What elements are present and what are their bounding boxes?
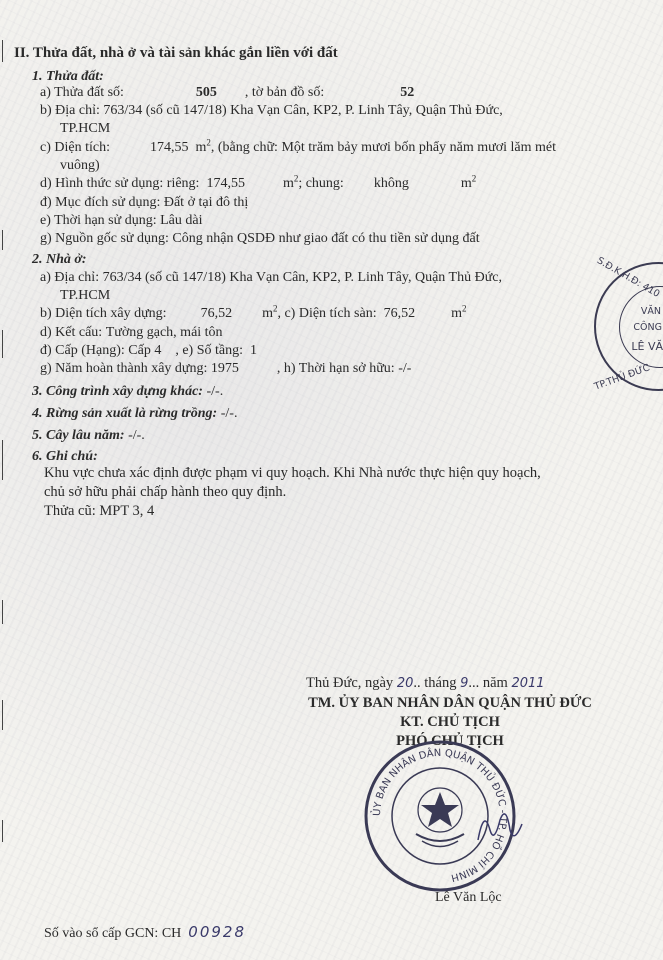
origin-row [40, 231, 480, 247]
register-row [44, 924, 246, 942]
margin-mark [2, 600, 3, 624]
house-address-label: a) Địa chỉ: [40, 270, 100, 285]
floors-value: 1 [249, 343, 257, 358]
grade-row [40, 343, 257, 359]
parcel-label: a) Thửa đất số: [40, 85, 124, 100]
structure-label: d) Kết cấu: [40, 325, 103, 340]
map-label: , tờ bản đồ số: [244, 85, 325, 100]
date-year: 2011 [511, 676, 545, 691]
role-line-2: PHÓ CHỦ TỊCH [396, 733, 504, 749]
ownership-term-value: -/- [398, 361, 412, 376]
other-works-title: 3. Công trình xây dựng khác: [32, 384, 203, 399]
house-address-line1: 763/34 (số cũ 147/18) Kha Vạn Cân, KP2, P. Linh Tây, Quận Thủ Đức, [102, 270, 503, 285]
land-area-label: c) Diện tích: [40, 140, 110, 155]
date-prefix: Thủ Đức, ngày [306, 675, 394, 691]
floor-area-unit: m [451, 306, 462, 321]
house-area-row: b) Diện tích xây dựng: 76,52 $m^2$, c) Diện tích sàn: 76,52 $m^2$ [40, 303, 467, 321]
forest-value: -/-. [220, 406, 238, 421]
built-area-value: 76,52 [200, 306, 233, 321]
side-stamp-text: S.Đ.K.H.Đ: 410 [594, 255, 662, 300]
notes-title: 6. Ghi chú: [32, 449, 98, 464]
map-number: 52 [400, 85, 415, 100]
forest-row [32, 406, 237, 422]
other-works-value: -/-. [206, 384, 224, 399]
signer-name: Lê Văn Lộc [435, 890, 502, 905]
register-label: Số vào sổ cấp GCN: CH [44, 926, 182, 941]
section-heading: II. Thửa đất, nhà ở và tài sản khác gắn liền với đất [14, 45, 338, 61]
grade-label: đ) Cấp (Hạng): [40, 343, 125, 358]
term-value: Lâu dài [160, 213, 203, 228]
term-row [40, 213, 202, 229]
margin-mark [2, 700, 3, 730]
built-area-unit: m [262, 306, 273, 321]
year-label-sig: năm [482, 675, 508, 691]
notes-line1: Khu vực chưa xác định được phạm vi quy hoạch. Khi Nhà nước thực hiện quy hoạch, [44, 465, 541, 481]
structure-row [40, 325, 223, 341]
side-stamp-text: VĂN [640, 306, 661, 317]
notes-line2: chủ sở hữu phải chấp hành theo quy định. [44, 484, 287, 500]
other-works-row [32, 384, 223, 400]
origin-label: g) Nguồn gốc sử dụng: [40, 231, 169, 246]
notes-line3: Thửa cũ: MPT 3, 4 [44, 503, 155, 519]
margin-mark [2, 230, 3, 250]
side-stamp-text: CÔNG [633, 322, 662, 333]
land-area-value: 174,55 [149, 140, 189, 155]
land-area-words: , (bằng chữ: Một trăm bảy mươi bốn phẩy năm mươi lăm mét [210, 140, 556, 155]
margin-mark [2, 40, 3, 62]
floors-label: , e) Số tầng: [175, 343, 243, 358]
built-area-label: b) Diện tích xây dựng: [40, 306, 167, 321]
use-form-row: d) Hình thức sử dụng: riêng: 174,55 $m^2$; chung: không $m^2$ [40, 173, 477, 191]
land-title: 1. Thửa đất: [32, 69, 104, 84]
perennial-value: -/-. [128, 428, 145, 443]
ownership-term-label: , h) Thời hạn sở hữu: [276, 361, 395, 376]
forest-title: 4. Rừng sản xuất là rừng trồng: [32, 406, 218, 421]
land-address-row [40, 103, 503, 119]
year-label: g) Năm hoàn thành xây dựng: [40, 361, 208, 376]
margin-mark [2, 330, 3, 358]
house-title: 2. Nhà ở: [32, 252, 87, 267]
side-stamp-text: LÊ VĂ [631, 340, 663, 353]
land-address-label: b) Địa chỉ: [40, 103, 100, 118]
margin-mark [2, 440, 3, 480]
role-line-1: KT. CHỦ TỊCH [400, 714, 500, 730]
margin-mark [2, 820, 3, 842]
date-day: 20 [396, 676, 414, 691]
date-month: 9 [460, 676, 469, 691]
land-area-words-line2: vuông) [60, 158, 100, 173]
use-common-value: không [373, 176, 409, 191]
floor-area-label: , c) Diện tích sàn: [277, 306, 377, 321]
perennial-row [32, 428, 145, 444]
purpose-row [40, 195, 248, 211]
side-stamp-text: TP.THỦ ĐỨC [592, 362, 652, 393]
term-label: e) Thời hạn sử dụng: [40, 213, 157, 228]
use-unit-1: m [282, 176, 294, 191]
house-address-row [40, 270, 502, 286]
seal-text: ỦY BAN NHÂN DÂN QUẬN THỦ ĐỨC - TP. HỒ CHÍ MINH [371, 747, 509, 883]
perennial-title: 5. Cây lâu năm: [32, 428, 125, 443]
use-form-label: d) Hình thức sử dụng: riêng: [40, 176, 200, 191]
structure-value: Tường gạch, mái tôn [105, 325, 223, 340]
use-unit-2: m [460, 176, 472, 191]
purpose-label: đ) Mục đích sử dụng: [40, 195, 161, 210]
grade-value: Cấp 4 [128, 343, 162, 358]
year-row [40, 361, 411, 377]
date-line: Thủ Đức, ngày 20.. tháng 9... năm 2011 [306, 675, 545, 691]
use-private-value: 174,55 [206, 176, 245, 191]
floor-area-value: 76,52 [383, 306, 416, 321]
parcel-number: 505 [195, 85, 217, 100]
land-area-row: c) Diện tích: 174,55 $m^2$, (bằng chữ: Một trăm bảy mươi bốn phẩy năm mươi lăm mét [40, 137, 556, 155]
register-number: 00928 [188, 923, 246, 941]
authority: TM. ỦY BAN NHÂN DÂN QUẬN THỦ ĐỨC [308, 695, 592, 711]
origin-value: Công nhận QSDĐ như giao đất có thu tiền sử dụng đất [172, 231, 480, 246]
house-address-line2: TP.HCM [60, 288, 111, 303]
month-label: tháng [424, 675, 457, 691]
land-address-line1: 763/34 (số cũ 147/18) Kha Vạn Cân, KP2, P. Linh Tây, Quận Thủ Đức, [103, 103, 503, 118]
signature-scribble [470, 800, 530, 850]
land-address-line2: TP.HCM [60, 121, 111, 136]
use-common-label: ; chung: [298, 176, 344, 191]
year-value: 1975 [210, 361, 239, 376]
land-area-unit: m [195, 140, 207, 155]
purpose-value: Đất ở tại đô thị [163, 195, 249, 210]
parcel-row [40, 85, 414, 101]
